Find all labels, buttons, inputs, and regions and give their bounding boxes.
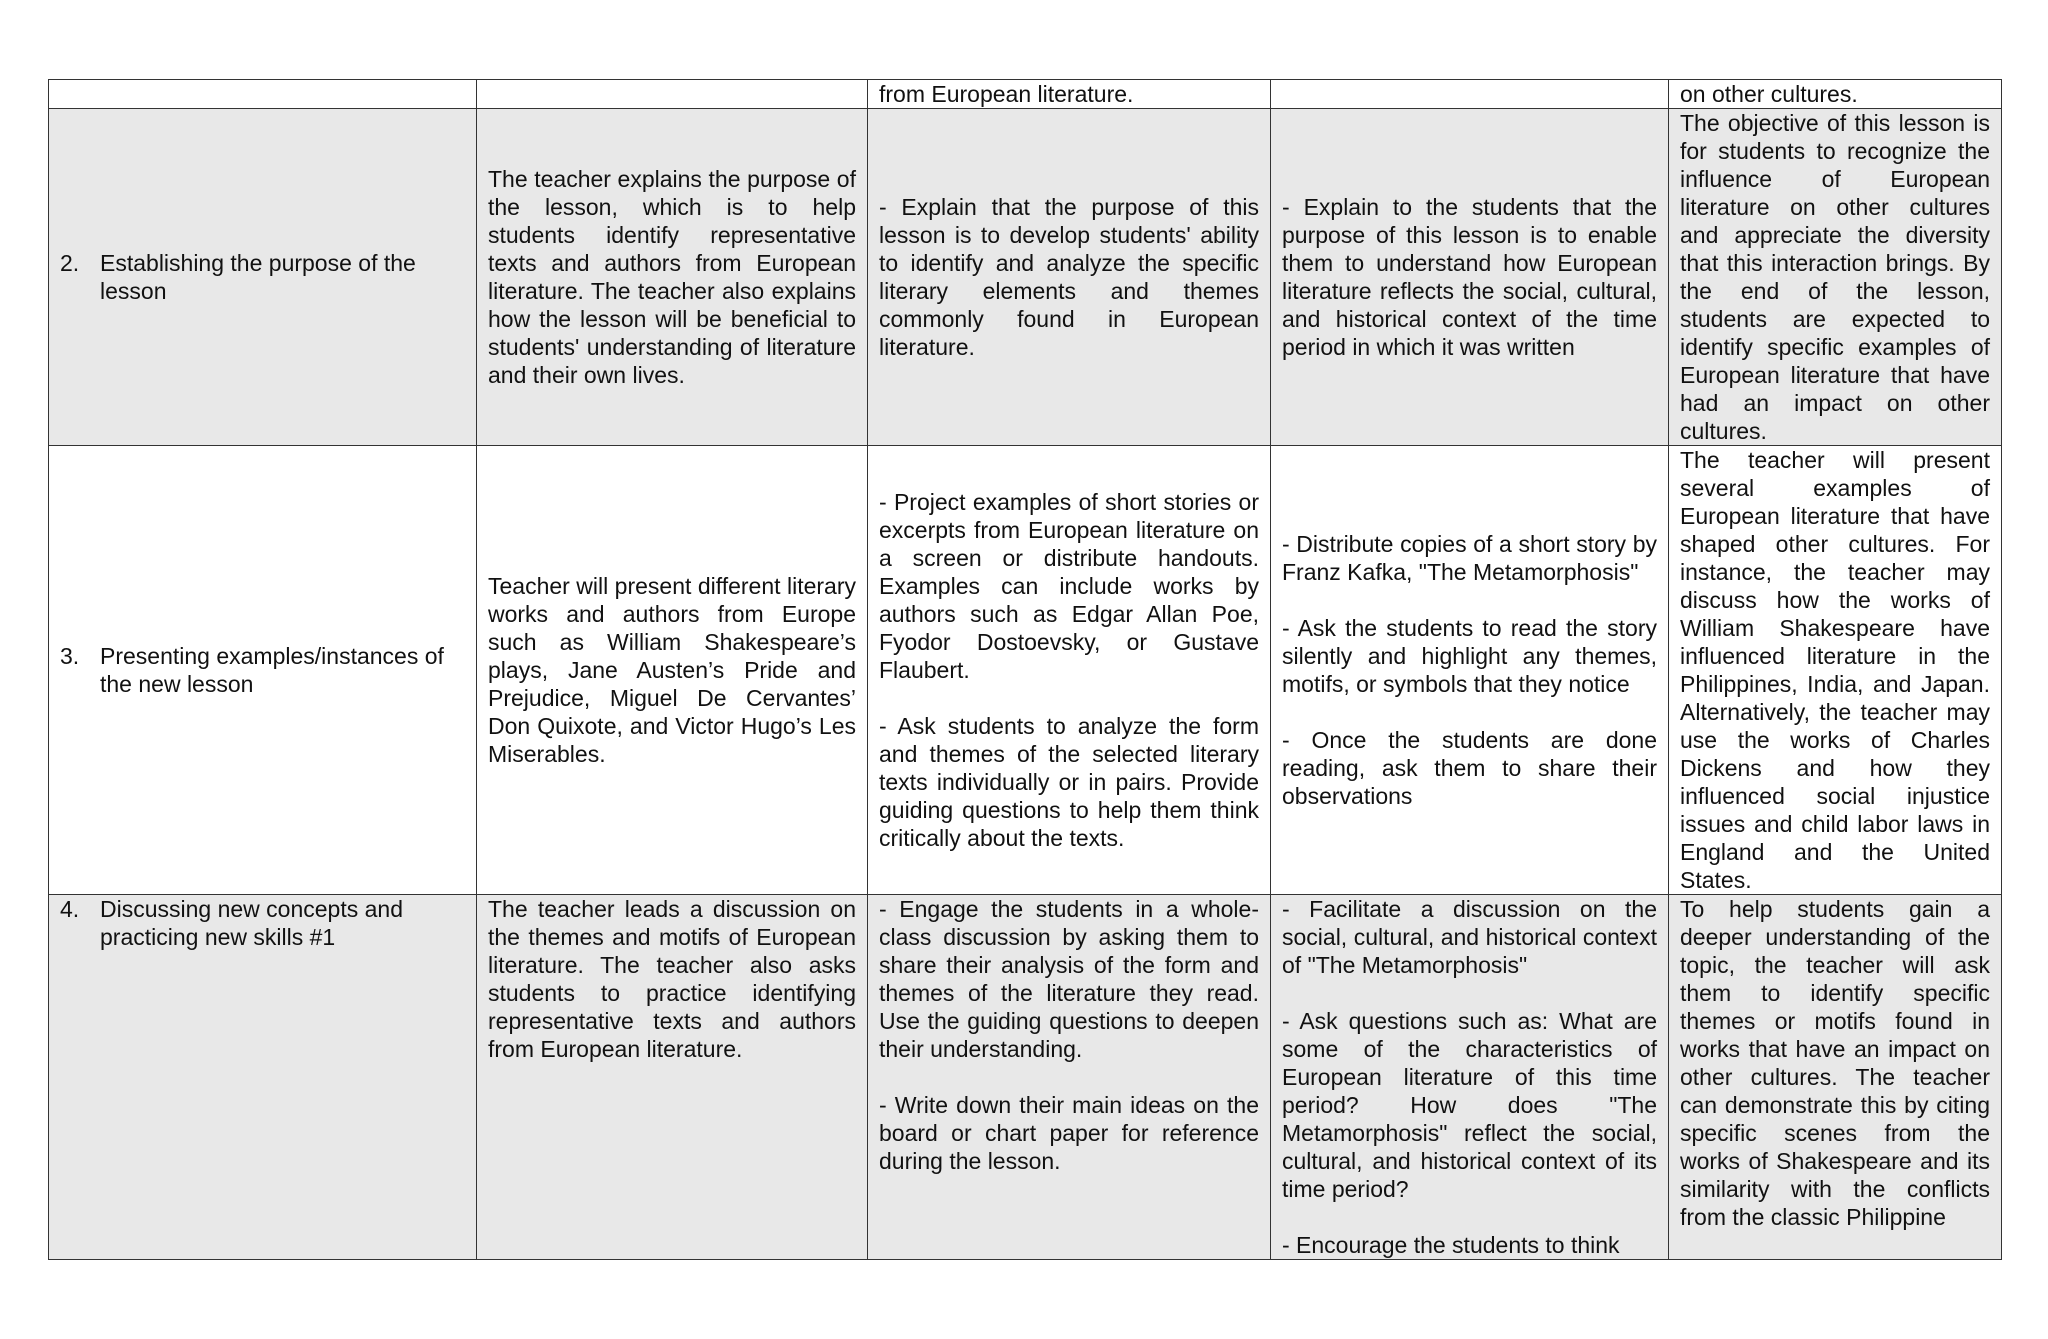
teacher-activity-cell bbox=[477, 109, 868, 446]
activity-cell bbox=[1669, 80, 2002, 109]
step-title: Presenting examples/instances of the new lesson bbox=[100, 643, 444, 697]
cell-text: Teacher will present different literary works and authors from Europe such as William Shakespeare’s plays, Jane Austen’s Pride and Prejudice, Miguel De Cervantes’ Don Quixote, and Victor Hugo’s Les Miserables. bbox=[488, 573, 856, 767]
table-row bbox=[49, 895, 2002, 1260]
table-row bbox=[49, 80, 2002, 109]
cell-text: The teacher will present several examples of European literature that have shaped other cultures. For instance, the teacher may discuss how the works of William Shakespeare have influenced literature in the Philippines, India, and Japan. Alternatively, the teacher may use the works of Charles Dickens and how they influenced social injustice issues and child labor laws in England and the United States. bbox=[1680, 447, 1990, 893]
activity-cell bbox=[868, 446, 1271, 895]
teacher-activity-cell bbox=[477, 895, 868, 1260]
step-number: 2. bbox=[60, 250, 80, 276]
teacher-activity-cell bbox=[477, 446, 868, 895]
cell-text: - Explain that the purpose of this lesson is to develop students' ability to identify and analyze the specific literary elements and themes commonly found in European literature. bbox=[879, 194, 1259, 360]
activity-cell bbox=[868, 109, 1271, 446]
cell-text: - Facilitate a discussion on the social, cultural, and historical context of "The Metamorphosis" - Ask questions such as: What are some of the characteristics of European literature of this time period? How does "The Metamorphosis" reflect the social, cultural, and historical context of its time period? - Encourage the students to think bbox=[1282, 896, 1657, 1258]
cell-text: - Engage the students in a whole-class discussion by asking them to share their analysis of the form and themes of the literature they read. Use the guiding questions to deepen their understanding. - Write down their main ideas on the board or chart paper for reference during the lesson. bbox=[879, 896, 1259, 1174]
step-number: 4. bbox=[60, 896, 80, 922]
activity-cell bbox=[1669, 109, 2002, 446]
cell-text: from European literature. bbox=[879, 81, 1134, 107]
activity-cell bbox=[1669, 446, 2002, 895]
cell-text: The teacher explains the purpose of the lesson, which is to help students identify representative texts and authors from European literature. The teacher also explains how the lesson will be beneficial to students' understanding of literature and their own lives. bbox=[488, 166, 856, 388]
procedure-cell bbox=[49, 109, 477, 446]
activity-cell bbox=[1271, 895, 1669, 1260]
step-title: Establishing the purpose of the lesson bbox=[100, 250, 416, 304]
activity-cell bbox=[1271, 446, 1669, 895]
cell-text: - Project examples of short stories or excerpts from European literature on a screen or distribute handouts. Examples can include works by authors such as Edgar Allan Poe, Fyodor Dostoevsky, or Gustave Flaubert. - Ask students to analyze the form and themes of the selected literary texts individually or in pairs. Provide guiding questions to help them think critically about the texts. bbox=[879, 489, 1259, 851]
step-title: Discussing new concepts and practicing new skills #1 bbox=[100, 896, 403, 950]
activity-cell bbox=[1669, 895, 2002, 1260]
activity-cell bbox=[1271, 109, 1669, 446]
cell-text: The teacher leads a discussion on the themes and motifs of European literature. The teacher also asks students to practice identifying representative texts and authors from European literature. bbox=[488, 896, 856, 1062]
cell-text: - Explain to the students that the purpose of this lesson is to enable them to understand how European literature reflects the social, cultural, and historical context of the time period in which it was written bbox=[1282, 194, 1657, 360]
procedure-cell bbox=[49, 895, 477, 1260]
cell-text: To help students gain a deeper understanding of the topic, the teacher will ask them to identify specific themes or motifs found in works that have an impact on other cultures. The teacher can demonstrate this by citing specific scenes from the works of Shakespeare and its similarity with the conflicts from the classic Philippine bbox=[1680, 896, 1990, 1230]
cell-text: The objective of this lesson is for students to recognize the influence of European literature on other cultures and appreciate the diversity that this interaction brings. By the end of the lesson, students are expected to identify specific examples of European literature that have had an impact on other cultures. bbox=[1680, 110, 1990, 444]
step-number: 3. bbox=[60, 643, 80, 669]
procedure-cell bbox=[49, 446, 477, 895]
lesson-plan-table bbox=[48, 79, 2002, 1260]
cell-text: - Distribute copies of a short story by Franz Kafka, "The Metamorphosis" - Ask the students to read the story silently and highlight any themes, motifs, or symbols that they notice - Once the students are done reading, ask them to share their observations bbox=[1282, 531, 1657, 809]
procedure-cell bbox=[49, 80, 477, 109]
activity-cell bbox=[868, 895, 1271, 1260]
activity-cell bbox=[868, 80, 1271, 109]
table-row bbox=[49, 109, 2002, 446]
table-row bbox=[49, 446, 2002, 895]
activity-cell bbox=[1271, 80, 1669, 109]
cell-text: on other cultures. bbox=[1680, 81, 1858, 107]
teacher-activity-cell bbox=[477, 80, 868, 109]
